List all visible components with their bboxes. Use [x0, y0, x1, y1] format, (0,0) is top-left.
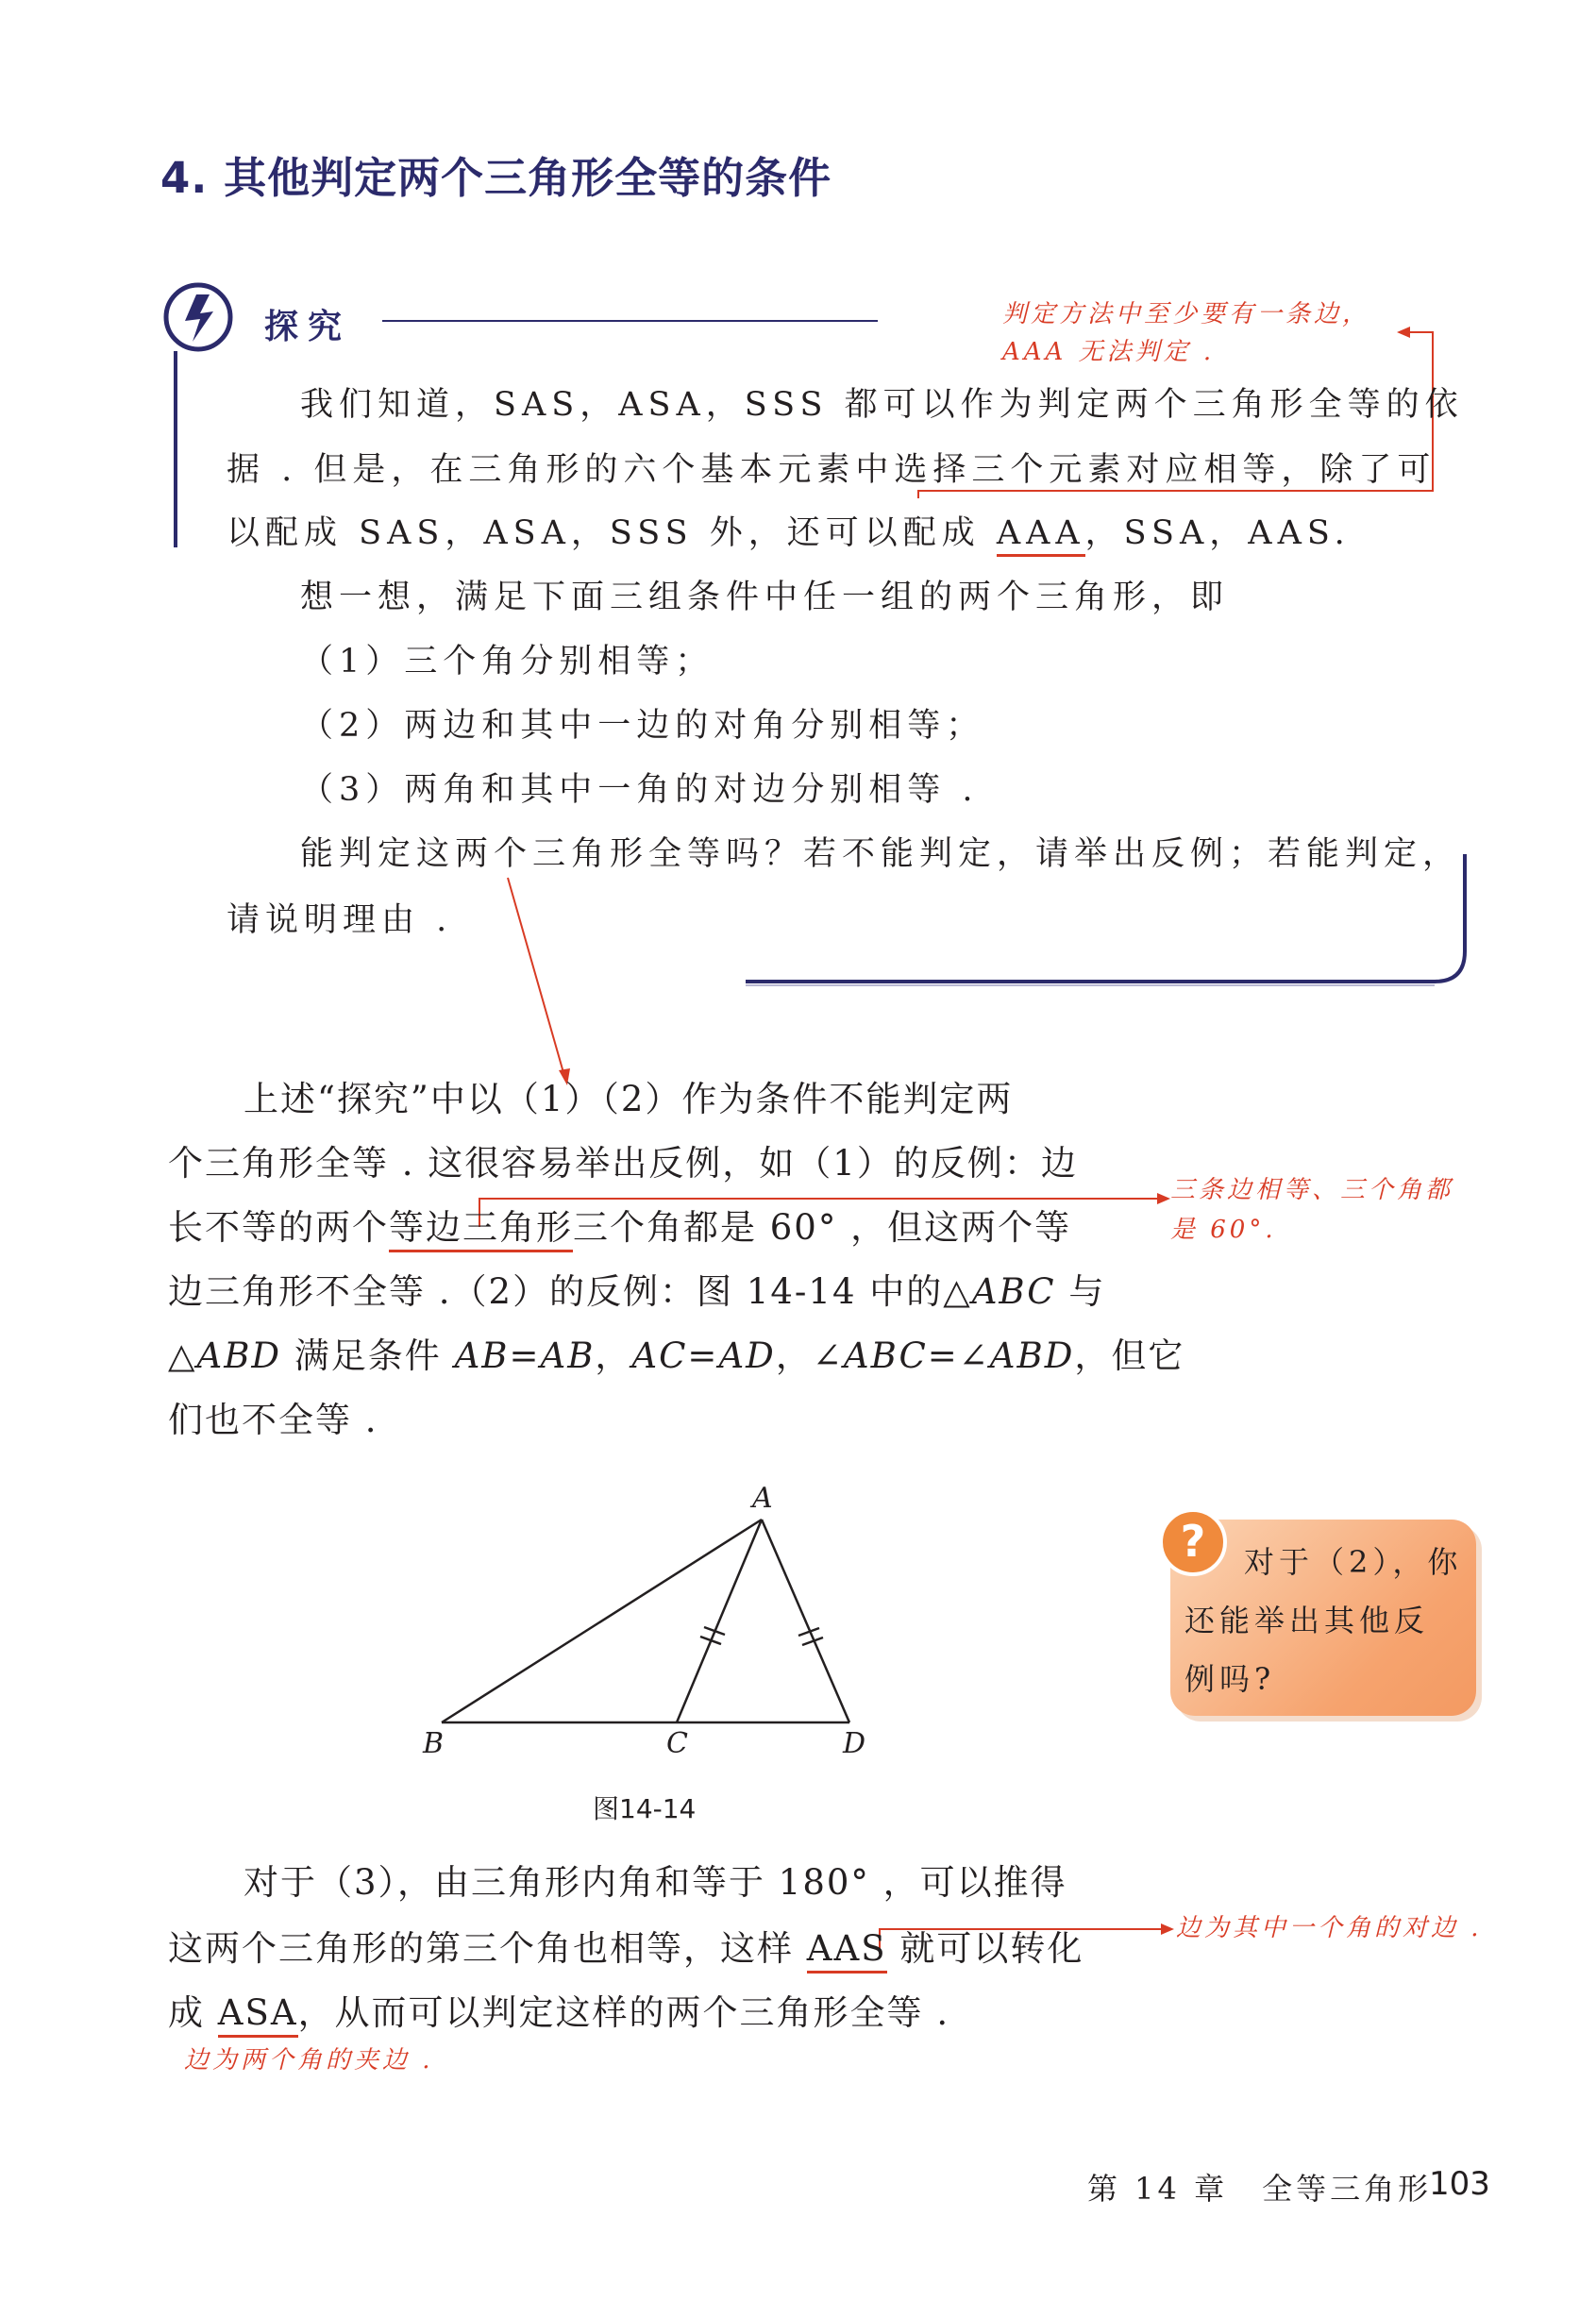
annotation-note1-line2: AAA 无法判定 .	[1002, 338, 1216, 366]
annotation-note2-line1: 三条边相等、三个角都	[1170, 1176, 1454, 1204]
frame-bottom-line	[746, 854, 1465, 982]
question-mark-icon: ?	[1159, 1508, 1227, 1576]
para1-line-6: 们也不全等 .	[168, 1400, 378, 1440]
text-piece: ，但它	[1074, 1335, 1185, 1376]
condition-3: （3）两角和其中一角的对边分别相等 .	[300, 771, 979, 809]
triangle-figure	[442, 1520, 849, 1722]
explore-line-2: 据 . 但是，在三角形的六个基本元素中选择三个元素对应相等，除了可	[227, 451, 1436, 489]
text-piece: △	[168, 1335, 197, 1376]
para2-line-2-pre: 这两个三角形的第三个角也相等，这样	[168, 1928, 807, 1969]
explore-line-3	[227, 514, 1351, 552]
para1-line-3-post: 三个角都是 60° ，但这两个等	[573, 1207, 1072, 1248]
para1-line-4-pre: 边三角形不全等 .（2）的反例：图 14-14 中的△	[168, 1271, 972, 1312]
text-piece: AB=AB	[454, 1335, 596, 1376]
text-piece: =∠	[927, 1335, 990, 1376]
lightning-icon	[166, 285, 230, 349]
figure-caption: 图14-14	[593, 1793, 697, 1824]
question-line-1: 对于（2），你	[1244, 1544, 1463, 1580]
para1-line-4-post: 与	[1055, 1271, 1106, 1312]
annotation-note4: 边为两个角的夹边 .	[184, 2046, 434, 2074]
para1-line-3-pre: 长不等的两个	[168, 1207, 389, 1248]
explore-line-4: 想一想，满足下面三组条件中任一组的两个三角形，即	[300, 579, 1230, 616]
annotation-note2-line2: 是 60°.	[1170, 1216, 1277, 1244]
underlined-triangle: 三角形	[462, 1207, 573, 1252]
para2-line-3-pre: 成	[168, 1992, 218, 2033]
para2-line-1: 对于（3），由三角形内角和等于 180° ，可以推得	[244, 1862, 1067, 1903]
footer-chapter: 第 14 章 全等三角形	[1087, 2171, 1433, 2207]
vertex-label-b: B	[423, 1727, 445, 1760]
vertex-label-a: A	[752, 1482, 773, 1515]
para2-line-3-post: ，从而可以判定这样的两个三角形全等 .	[297, 1992, 950, 2033]
condition-2: （2）两边和其中一边的对角分别相等；	[300, 707, 985, 745]
underlined-equilateral: 等边	[389, 1207, 462, 1252]
para2-line-2-post: 就可以转化	[886, 1928, 1084, 1969]
underlined-aaa: AAA	[997, 514, 1085, 557]
annotation-note3: 边为其中一个角的对边 .	[1176, 1914, 1483, 1942]
para1-line-5	[168, 1335, 1185, 1376]
text-piece: ，∠	[775, 1335, 844, 1376]
explore-line-9: 请说明理由 .	[227, 901, 453, 939]
text-piece: 满足条件	[281, 1335, 455, 1376]
underlined-asa: ASA	[218, 1992, 298, 2038]
underlined-aas: AAS	[807, 1928, 887, 1973]
page-number: 103	[1429, 2165, 1490, 2203]
text-piece: AC=AD	[631, 1335, 776, 1376]
para1-line-4	[168, 1271, 1106, 1312]
arrow-explore-to-para	[508, 878, 564, 1076]
para1-line-3	[168, 1207, 1072, 1248]
text-piece: ，	[595, 1335, 632, 1376]
text-piece: ABC	[843, 1335, 928, 1376]
condition-1: （1）三个角分别相等；	[300, 643, 714, 680]
para2-line-2	[168, 1928, 1084, 1969]
text-piece: ABD	[989, 1335, 1075, 1376]
question-line-2: 还能举出其他反	[1184, 1603, 1430, 1638]
vertex-label-c: C	[666, 1727, 688, 1760]
vertex-label-d: D	[843, 1727, 866, 1760]
explore-line-3-pre: 以配成 SAS，ASA，SSS 外，还可以配成	[227, 514, 997, 552]
para1-line-1: 上述“探究”中以（1）（2）作为条件不能判定两	[244, 1079, 1014, 1119]
page-title: 4. 其他判定两个三角形全等的条件	[160, 153, 832, 203]
explore-line-3-post: ，SSA，AAS.	[1084, 514, 1351, 552]
question-line-3: 例吗?	[1184, 1661, 1276, 1697]
explore-line-1: 我们知道，SAS，ASA，SSS 都可以作为判定两个三角形全等的依	[300, 386, 1464, 424]
explore-label: 探究	[264, 308, 352, 346]
triangle-abc-label: ABC	[971, 1271, 1056, 1312]
text-piece: ABD	[196, 1335, 282, 1376]
explore-line-8: 能判定这两个三角形全等吗？若不能判定，请举出反例；若能判定，	[300, 835, 1462, 873]
annotation-note1-line1: 判定方法中至少要有一条边，	[1002, 300, 1371, 328]
para2-line-3	[168, 1992, 950, 2033]
para1-line-2: 个三角形全等 . 这很容易举出反例，如（1）的反例：边	[168, 1143, 1078, 1184]
